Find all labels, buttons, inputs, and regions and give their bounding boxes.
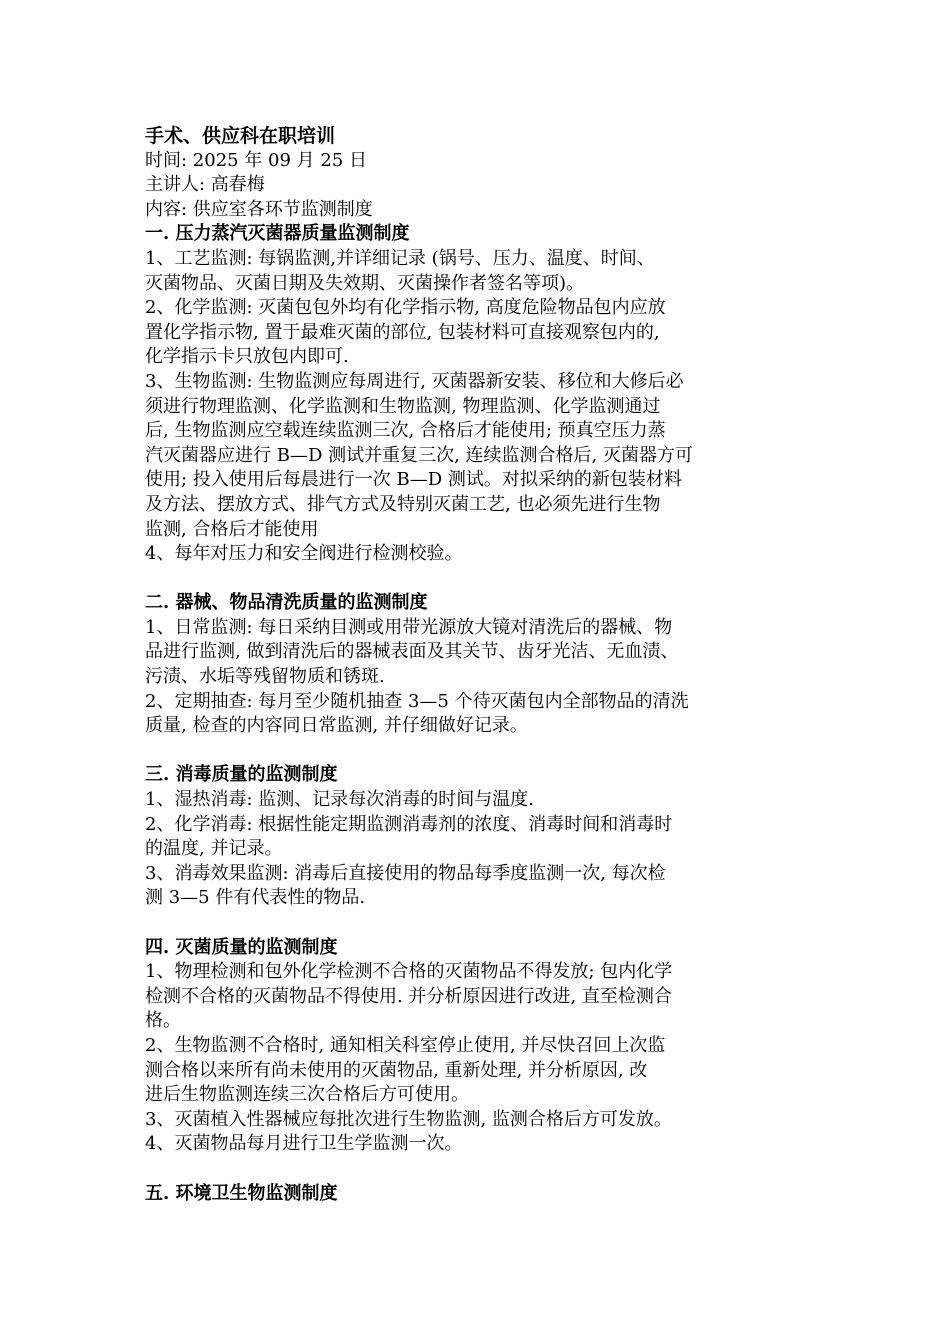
text-line: 1、物理检测和包外化学检测不合格的灭菌物品不得发放; 包内化学 <box>145 961 673 983</box>
section-1 <box>145 222 825 566</box>
text-line: 进后生物监测连续三次合格后方可使用。 <box>145 1084 469 1106</box>
text-line: 2、化学监测: 灭菌包包外均有化学指示物, 高度危险物品包内应放 <box>145 297 666 319</box>
section-4 <box>145 936 825 1157</box>
section-heading: 三. 消毒质量的监测制度 <box>145 764 338 786</box>
text-line: 2、化学消毒: 根据性能定期监测消毒剂的浓度、消毒时间和消毒时 <box>145 813 673 835</box>
doc-speaker: 主讲人: 高春梅 <box>145 174 265 196</box>
text-line: 3、消毒效果监测: 消毒后直接使用的物品每季度监测一次, 每次检 <box>145 862 666 884</box>
text-line: 1、日常监测: 每日采纳目测或用带光源放大镜对清洗后的器械、物 <box>145 616 673 638</box>
section-heading: 一. 压力蒸汽灭菌器质量监测制度 <box>145 223 410 245</box>
paragraph-gap <box>145 567 825 592</box>
section-heading: 五. 环境卫生物监测制度 <box>145 1182 338 1204</box>
text-line: 须进行物理监测、化学监测和生物监测, 物理监测、化学监测通过 <box>145 395 661 417</box>
doc-content: 内容: 供应室各环节监测制度 <box>145 198 373 220</box>
text-line: 后, 生物监测应空载连续监测三次, 合格后才能使用; 预真空压力蒸 <box>145 420 666 442</box>
text-line: 污渍、水垢等残留物质和锈斑. <box>145 666 385 688</box>
text-line: 格。 <box>145 1010 181 1032</box>
paragraph-gap <box>145 739 825 764</box>
text-line: 置化学指示物, 置于最难灭菌的部位, 包装材料可直接观察包内的, <box>145 321 660 343</box>
text-line: 2、生物监测不合格时, 通知相关科室停止使用, 并尽快召回上次监 <box>145 1034 666 1056</box>
section-heading: 四. 灭菌质量的监测制度 <box>145 936 338 958</box>
paragraph-gap <box>145 911 825 936</box>
text-line: 测合格以来所有尚未使用的灭菌物品, 重新处理, 并分析原因, 改 <box>145 1059 648 1081</box>
text-line: 化学指示卡只放包内即可. <box>145 346 349 368</box>
text-line: 汽灭菌器应进行 B—D 测试并重复三次, 连续监测合格后, 灭菌器方可 <box>145 444 693 466</box>
doc-time: 时间: 2025 年 09 月 25 日 <box>145 149 368 171</box>
text-line: 1、工艺监测: 每锅监测,并详细记录 (锅号、压力、温度、时间、 <box>145 247 655 269</box>
text-line: 3、生物监测: 生物监测应每周进行, 灭菌器新安装、移位和大修后必 <box>145 370 684 392</box>
text-line: 质量, 检查的内容同日常监测, 并仔细做好记录。 <box>145 715 528 737</box>
text-line: 使用; 投入使用后每晨进行一次 B—D 测试。对拟采纳的新包装材料 <box>145 469 682 491</box>
doc-title: 手术、供应科在职培训 <box>145 125 336 147</box>
text-line: 2、定期抽查: 每月至少随机抽查 3—5 个待灭菌包内全部物品的清洗 <box>145 690 689 712</box>
section-3 <box>145 763 825 911</box>
text-line: 品进行监测, 做到清洗后的器械表面及其关节、齿牙光洁、无血渍、 <box>145 641 679 663</box>
section-heading: 二. 器械、物品清洗质量的监测制度 <box>145 592 428 614</box>
text-line: 灭菌物品、灭菌日期及失效期、灭菌操作者签名等项)。 <box>145 272 585 294</box>
text-line: 检测不合格的灭菌物品不得使用. 并分析原因进行改进, 直至检测合 <box>145 985 672 1007</box>
text-line: 监测, 合格后才能使用 <box>145 518 319 540</box>
document-page <box>145 124 825 1206</box>
text-line: 测 3—5 件有代表性的物品. <box>145 887 366 909</box>
text-line: 及方法、摆放方式、排气方式及特别灭菌工艺, 也必须先进行生物 <box>145 493 661 515</box>
text-line: 的温度, 并记录。 <box>145 838 283 860</box>
paragraph-gap <box>145 1157 825 1182</box>
text-line: 3、灭菌植入性器械应每批次进行生物监测, 监测合格后方可发放。 <box>145 1108 672 1130</box>
section-2 <box>145 591 825 739</box>
text-line: 4、灭菌物品每月进行卫生学监测一次。 <box>145 1133 463 1155</box>
text-line: 1、湿热消毒: 监测、记录每次消毒的时间与温度. <box>145 789 534 811</box>
section-5 <box>145 1182 825 1207</box>
text-line: 4、每年对压力和安全阀进行检测校验。 <box>145 543 463 565</box>
